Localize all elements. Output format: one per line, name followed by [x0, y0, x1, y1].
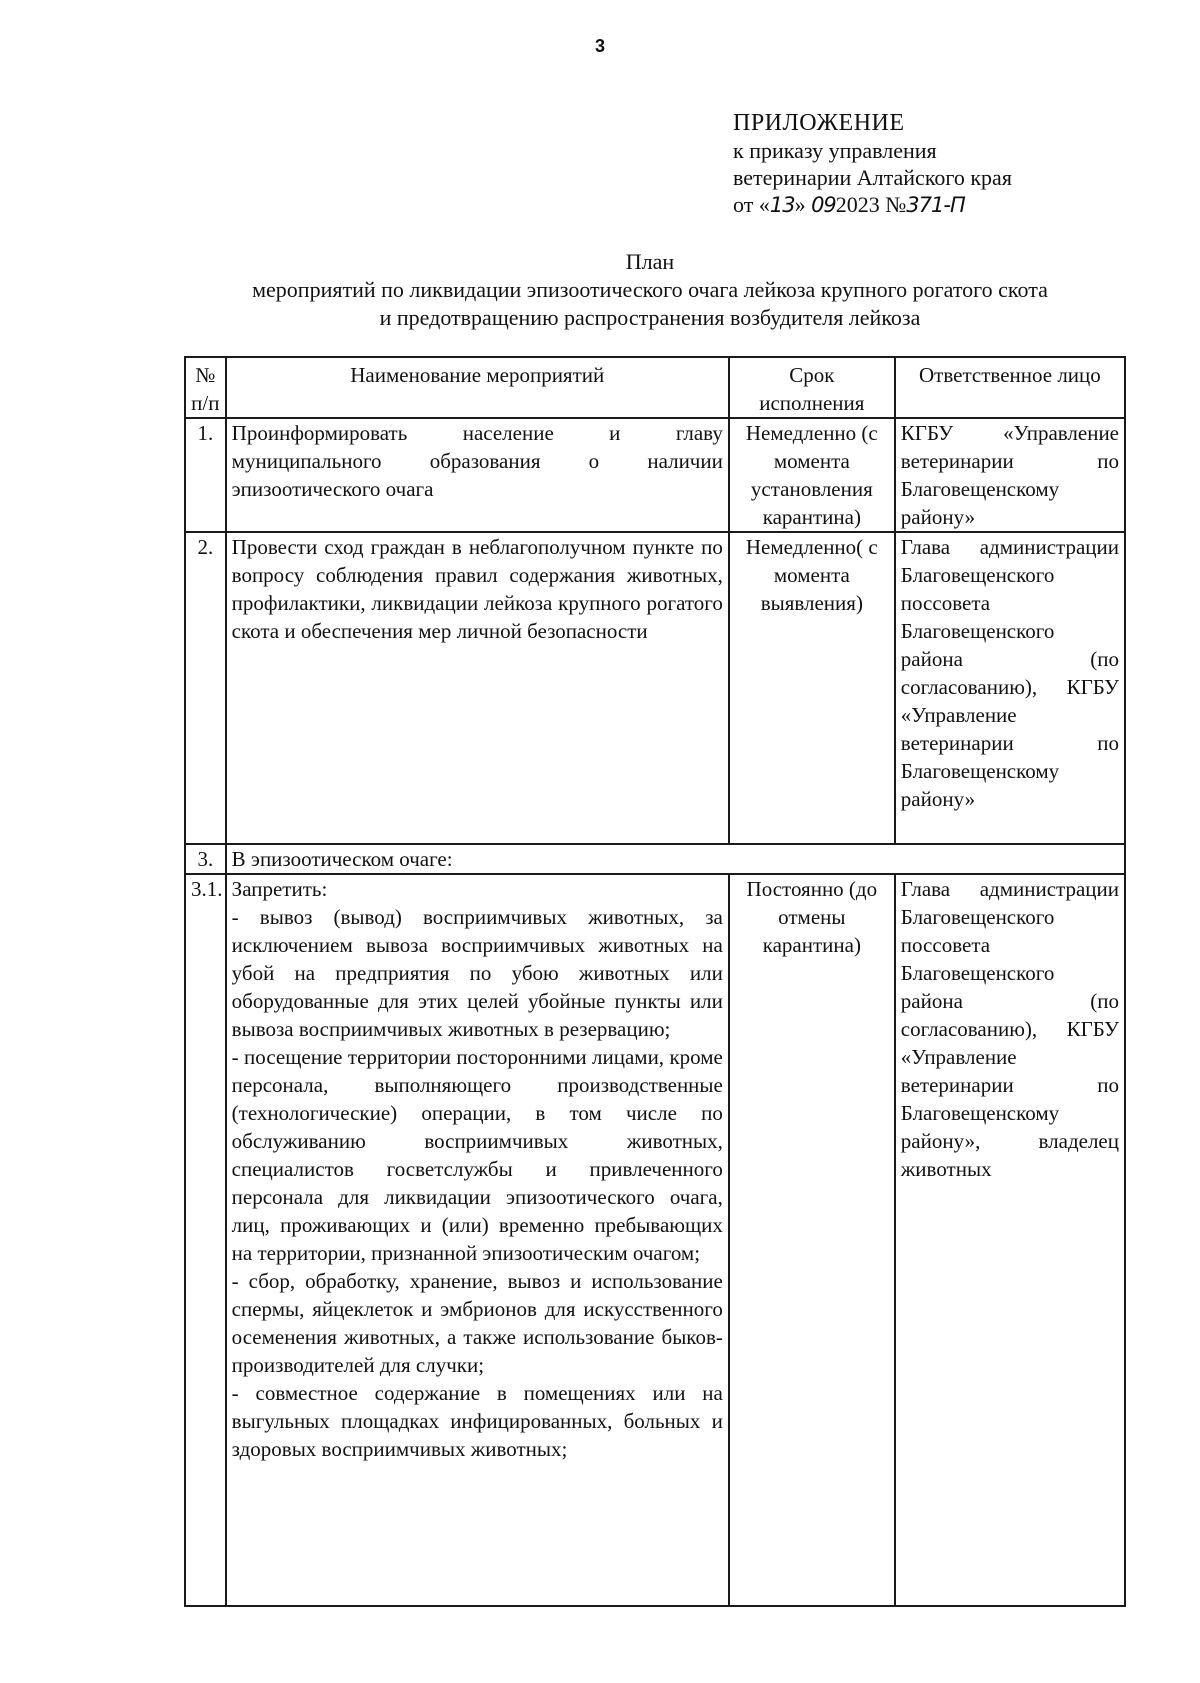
date-prefix: от « — [733, 192, 770, 217]
measure-line: - посещение территории посторонними лицами, кроме персонала, выполняющего производственные (технологические) операции, в том числе по обслуживанию восприимчивых животных, специалистов госветслужбы и привлеченного персонала для ликвидации эпизоотического очага, лиц, проживающих и (или) временно пребывающих на территории, признанной эпизоотическим очагом; — [231, 1045, 723, 1265]
measure-line: - сбор, обработку, хранение, вывоз и использование спермы, яйцеклеток и эмбрионов для искусственного осеменения животных, а также использование быков-производителей для случки; — [231, 1269, 723, 1377]
table-header-row — [185, 357, 1125, 418]
table-row — [185, 532, 1125, 844]
measure-line: Запретить: — [231, 877, 328, 901]
row-number: 1. — [185, 418, 226, 532]
measures-table — [184, 356, 1126, 1607]
row-measure: Провести сход граждан в неблагополучном пункте по вопросу соблюдения правил содержания животных, профилактики, ликвидации лейкоза крупного рогатого скота и обеспечения мер личной безопасности — [226, 532, 729, 844]
row-responsible: Глава администрации Благовещенского поссовета Благовещенского района (по согласованию), КГБУ «Управление ветеринарии по Благовещенскому району», владелец животных — [895, 874, 1125, 1606]
measure-line: - вывоз (вывод) восприимчивых животных, за исключением вывоза восприимчивых животных на убой на предприятия по убою животных или оборудованные для этих целей убойные пункты или вывоза восприимчивых животных в резервацию; — [231, 905, 723, 1041]
year-and-number-label: 2023 № — [835, 192, 907, 217]
header-term: Срок исполнения — [729, 357, 895, 418]
table-section-row — [185, 844, 1125, 874]
plan-subtitle-1: мероприятий по ликвидации эпизоотического очага лейкоза крупного рогатого скота — [252, 277, 1048, 302]
header-name: Наименование мероприятий — [226, 357, 729, 418]
section-title: В эпизоотическом очаге: — [226, 844, 1125, 874]
plan-title: План — [625, 249, 675, 274]
row-term: Немедленно (с момента установления карантина) — [729, 418, 895, 532]
appendix-date-line — [733, 191, 1063, 219]
appendix-block — [733, 110, 1063, 219]
appendix-title: ПРИЛОЖЕНИЕ — [733, 110, 905, 136]
measure-line: - совместное содержание в помещениях или на выгульных площадках инфицированных, больных и здоровых восприимчивых животных; — [231, 1381, 723, 1461]
table-row — [185, 418, 1125, 532]
page-number: 3 — [594, 36, 605, 56]
appendix-line-1: к приказу управления — [733, 138, 937, 163]
plan-subtitle-2: и предотвращению распространения возбудителя лейкоза — [379, 305, 921, 330]
header-number: № п/п — [185, 357, 226, 418]
row-term: Постоянно (до отмены карантина) — [729, 874, 895, 1606]
row-number: 2. — [185, 532, 226, 844]
row-number: 3.1. — [185, 874, 226, 1606]
table-row — [185, 874, 1125, 1606]
row-responsible: КГБУ «Управление ветеринарии по Благовещенскому району» — [895, 418, 1125, 532]
row-number: 3. — [185, 844, 226, 874]
row-measure-list — [226, 874, 729, 1606]
plan-heading — [170, 248, 1130, 332]
row-term: Немедленно( с момента выявления) — [729, 532, 895, 844]
row-responsible: Глава администрации Благовещенского поссовета Благовещенского района (по согласованию), КГБУ «Управление ветеринарии по Благовещенскому району» — [895, 532, 1125, 844]
appendix-line-2: ветеринарии Алтайского края — [733, 165, 1012, 190]
row-measure: Проинформировать население и главу муниципального образования о наличии эпизоотического очага — [226, 418, 729, 532]
handwritten-day: 13 — [769, 193, 795, 217]
handwritten-order-number: 371-П — [906, 193, 965, 217]
date-day-suffix: » — [794, 192, 812, 217]
header-responsible: Ответственное лицо — [895, 357, 1125, 418]
handwritten-month: 09 — [811, 193, 836, 217]
